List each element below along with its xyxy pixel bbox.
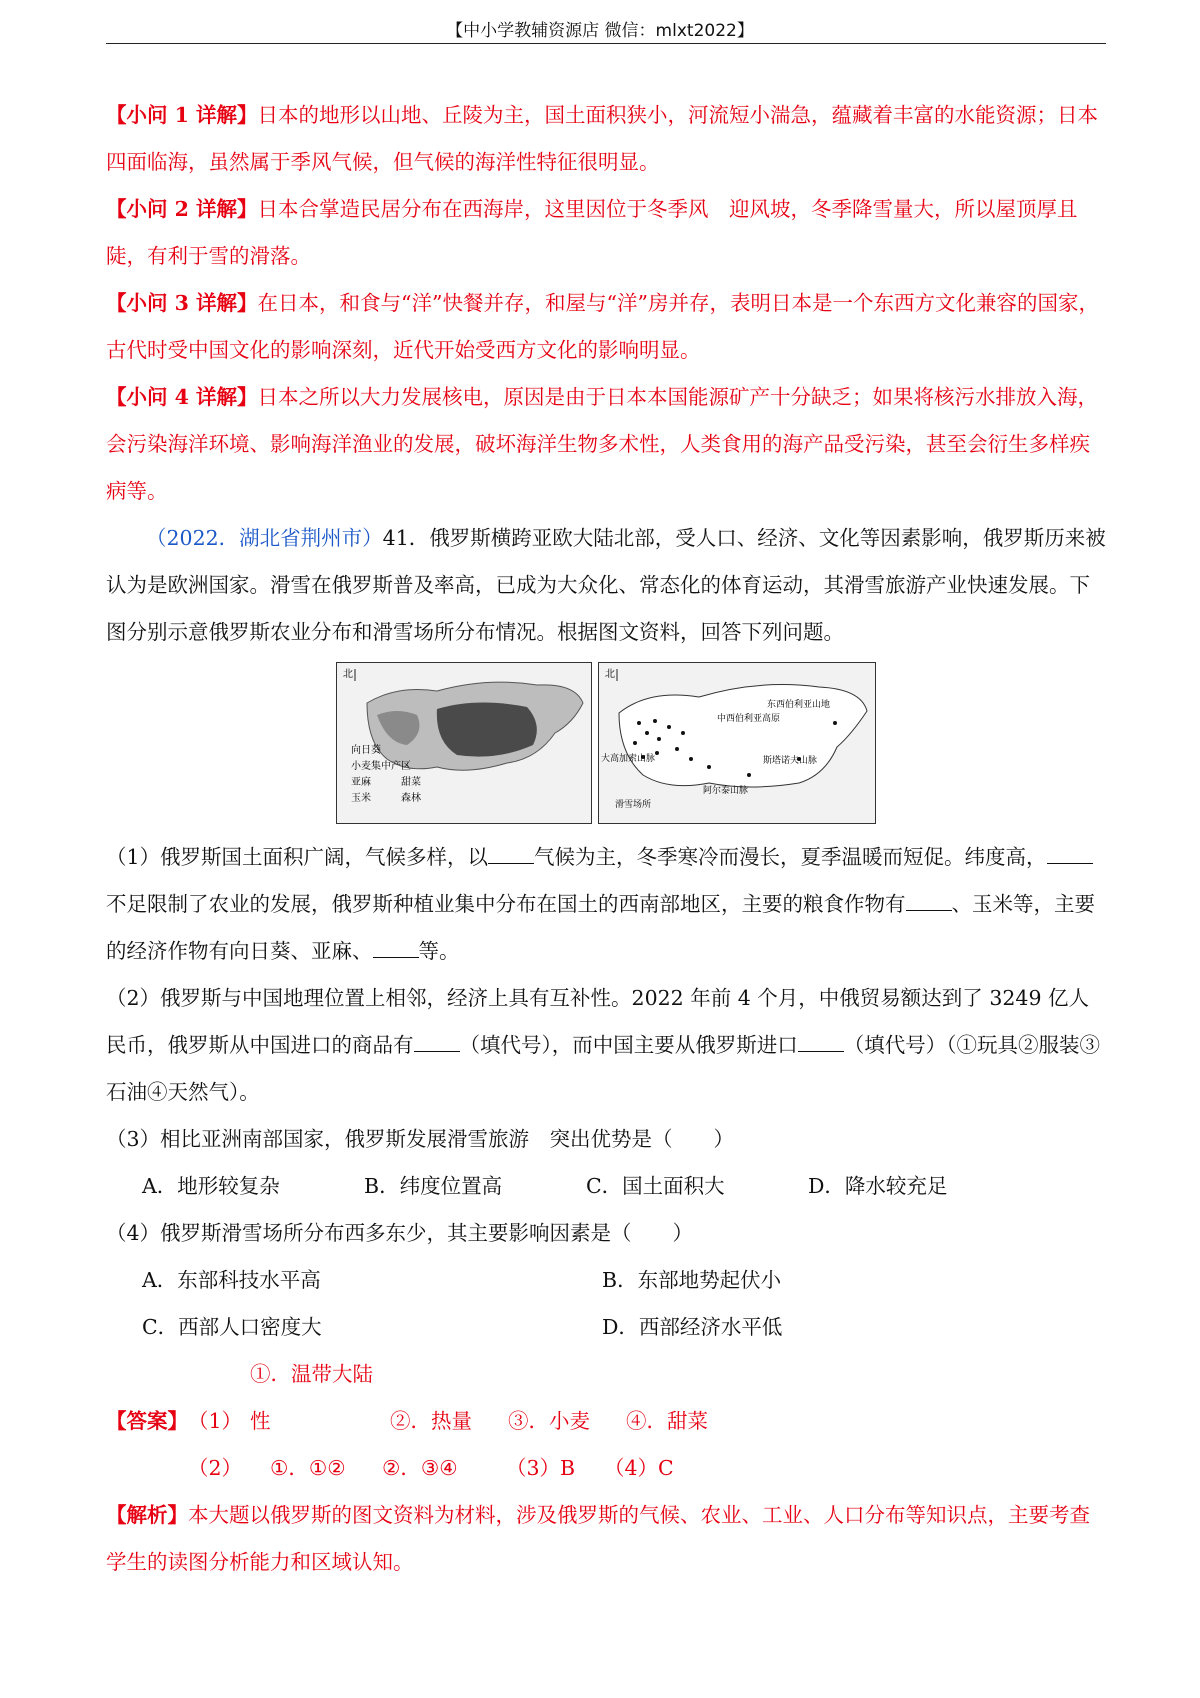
legend-beet: 甜菜 xyxy=(401,777,421,788)
ski-resort-map xyxy=(598,662,876,824)
analysis-tag: 【解析】 xyxy=(106,1503,188,1527)
legend-forest: 森林 xyxy=(401,793,421,804)
q1-text-part: （1）俄罗斯国土面积广阔，气候多样，以 xyxy=(106,845,489,869)
explanation-text: 日本之所以大力发展核电，原因是由于日本本国能源矿产十分缺乏；如果将核污水排放入海，会污染海洋环境、影响海洋渔业的发展，破坏海洋生物多术性，人类食用的海产品受污染，甚至会衍生多样疾病等。 xyxy=(106,385,1099,503)
answer-row-2 xyxy=(106,1445,1106,1492)
analysis xyxy=(106,1492,1106,1586)
question-source: （2022．湖北省荆州市） xyxy=(146,526,383,550)
option-c[interactable]: C．西部人口密度大 xyxy=(142,1315,322,1339)
explanation-1 xyxy=(106,92,1106,186)
option-d[interactable]: D．降水较充足 xyxy=(808,1174,948,1198)
sub-question-2 xyxy=(106,975,1106,1116)
answer-item: （1） xyxy=(188,1409,243,1433)
main-content xyxy=(106,92,1106,1586)
label-altai-mountains: 阿尔泰山脉 xyxy=(703,786,749,796)
north-label: 北 xyxy=(605,669,615,680)
q2-text-part: （填代号），而中国主要从俄罗斯进口 xyxy=(459,1033,798,1057)
page-header: 【中小学教辅资源店 微信：mlxt2022】 xyxy=(446,21,754,41)
option-a[interactable]: A．地形较复杂 xyxy=(142,1174,280,1198)
question-stem xyxy=(106,515,1106,656)
q1-text-part: 气候为主，冬季寒冷而漫长，夏季温暖而短促。纬度高， xyxy=(534,845,1047,869)
q4-options-row-1 xyxy=(106,1257,1106,1304)
map-figure xyxy=(106,662,1106,824)
answer-blank[interactable] xyxy=(906,892,952,911)
q2-text-part: （2）俄罗斯与中国地理位置上相邻，经济上具有互补性。2022 年前 4 个月，中俄贸易额达到了 3249 亿人民币，俄罗斯从中国进口的商品有 xyxy=(106,986,1090,1057)
north-label: 北 xyxy=(343,669,353,680)
agriculture-map xyxy=(336,662,592,824)
explanation-tag: 【小问 1 详解】 xyxy=(106,103,258,127)
agriculture-map-graphic xyxy=(337,663,591,823)
q3-options xyxy=(106,1163,1106,1210)
explanation-text: 日本的地形以山地、丘陵为主，国土面积狭小，河流短小湍急，蕴藏着丰富的水能资源；日本四面临海，虽然属于季风气候，但气候的海洋性特征很明显。 xyxy=(106,103,1099,174)
explanation-text: 日本合掌造民居分布在西海岸，这里因位于冬季风 迎风坡，冬季降雪量大，所以屋顶厚且陡，有利于雪的滑落。 xyxy=(106,197,1078,268)
label-central-siberian-plateau: 中西伯利亚高原 xyxy=(717,714,781,724)
explanation-tag: 【小问 3 详解】 xyxy=(106,291,258,315)
question-number: 41． xyxy=(382,526,430,550)
option-d[interactable]: D．西部经济水平低 xyxy=(602,1315,783,1339)
legend-sunflower: 向日葵 xyxy=(351,745,381,756)
sub-question-4: （4）俄罗斯滑雪场所分布西多东少，其主要影响因素是（ ） xyxy=(106,1221,694,1245)
header-divider xyxy=(106,43,1106,44)
explanation-3 xyxy=(106,280,1106,374)
q1-text-part: 不足限制了农业的发展，俄罗斯种植业集中分布在国土的西南部地区，主要的粮食作物有 xyxy=(106,892,906,916)
q4-options-row-2 xyxy=(106,1304,1106,1351)
answer-item: ①．①② xyxy=(270,1456,346,1480)
explanation-2 xyxy=(106,186,1106,280)
legend-corn: 玉米 xyxy=(351,793,371,804)
question-text: 俄罗斯横跨亚欧大陆北部，受人口、经济、文化等因素影响，俄罗斯历来被认为是欧洲国家。滑雪在俄罗斯普及率高，已成为大众化、常态化的体育运动，其滑雪旅游产业快速发展。下图分别示意俄罗斯农业分布和滑雪场所分布情况。根据图文资料，回答下列问题。 xyxy=(106,526,1106,644)
explanation-tag: 【小问 4 详解】 xyxy=(106,385,258,409)
label-east-siberian-mountains: 东西伯利亚山地 xyxy=(767,700,831,710)
explanation-tag: 【小问 2 详解】 xyxy=(106,197,258,221)
legend-wheat: 小麦集中产区 xyxy=(351,761,411,772)
sub-question-3: （3）相比亚洲南部国家，俄罗斯发展滑雪旅游 突出优势是（ ） xyxy=(106,1127,735,1151)
answer-blank[interactable] xyxy=(373,939,419,958)
legend-ski-resort: 滑雪场所 xyxy=(615,800,652,810)
label-greater-caucasus: 大高加索山脉 xyxy=(601,754,656,764)
q1-text-part: 、玉米等，主要的经济作物有向日葵、亚麻、 xyxy=(106,892,1095,963)
answer-item: （2） xyxy=(188,1456,243,1480)
option-c[interactable]: C．国土面积大 xyxy=(586,1174,725,1198)
label-stanovoy-range: 斯塔诺夫山脉 xyxy=(763,756,818,766)
forest-area xyxy=(437,702,537,756)
explanation-4 xyxy=(106,374,1106,515)
answer-item: ②．③④ xyxy=(382,1456,458,1480)
option-b[interactable]: B．纬度位置高 xyxy=(364,1174,503,1198)
answer-blank[interactable] xyxy=(488,845,534,864)
q2-text-part: （填代号）（①玩具②服装③石油④天然气）。 xyxy=(106,1033,1100,1104)
answer-item: ②．热量 xyxy=(390,1409,472,1433)
answer-item: ③．小麦 xyxy=(508,1409,590,1433)
answer-blank[interactable] xyxy=(1047,845,1093,864)
answer-row-1 xyxy=(106,1351,1106,1445)
ski-map-graphic xyxy=(599,663,875,823)
q1-text-part: 等。 xyxy=(418,939,460,963)
answer-tag: 【答案】 xyxy=(106,1409,188,1433)
option-b[interactable]: B．东部地势起伏小 xyxy=(602,1268,782,1292)
answer-blank[interactable] xyxy=(798,1033,844,1052)
sub-question-1 xyxy=(106,834,1106,975)
analysis-text: 本大题以俄罗斯的图文资料为材料，涉及俄罗斯的气候、农业、工业、人口分布等知识点，主要考查学生的读图分析能力和区域认知。 xyxy=(106,1503,1090,1574)
answer-item: ①．温带大陆性 xyxy=(250,1362,373,1433)
answer-blank[interactable] xyxy=(414,1033,460,1052)
answer-item: （4）C xyxy=(604,1456,674,1480)
option-a[interactable]: A．东部科技水平高 xyxy=(142,1268,321,1292)
legend-flax: 亚麻 xyxy=(351,777,371,788)
explanation-text: 在日本，和食与“洋”快餐并存，和屋与“洋”房并存，表明日本是一个东西方文化兼容的国家，古代时受中国文化的影响深刻，近代开始受西方文化的影响明显。 xyxy=(106,291,1099,362)
answer-item: （3）B xyxy=(506,1456,576,1480)
answer-item: ④．甜菜 xyxy=(626,1409,708,1433)
